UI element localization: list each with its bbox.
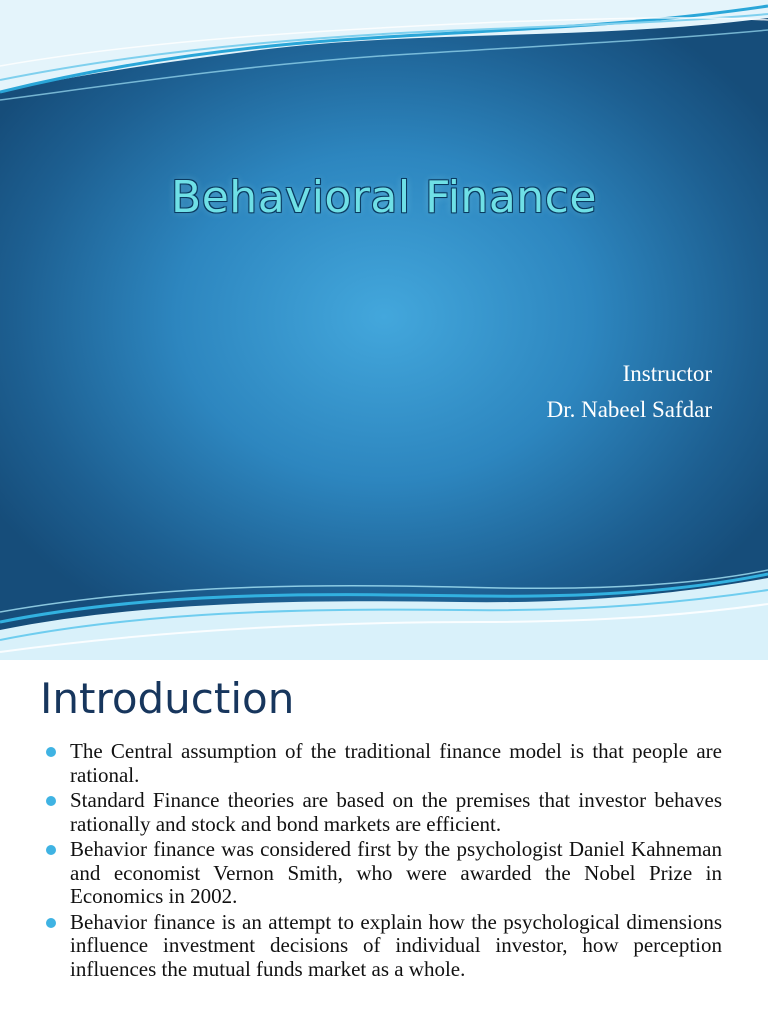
bullet-text: The Central assumption of the traditional finance model is that people are rational. [70, 739, 722, 787]
bullet-text: Behavior finance was considered first by the psychologist Daniel Kahneman and economist Vernon Smith, who were awarded the Nobel Prize in Economics in 2002. [70, 837, 722, 908]
bullet-item [44, 838, 722, 909]
bullet-icon [46, 747, 56, 757]
bullet-icon [46, 918, 56, 928]
bullet-icon [46, 845, 56, 855]
presenter-role: Instructor [622, 361, 712, 386]
bullet-item [44, 789, 722, 836]
presenter-name: Dr. Nabeel Safdar [546, 397, 712, 422]
bullet-list [44, 740, 722, 983]
bullet-text: Standard Finance theories are based on the premises that investor behaves rationally and stock and bond markets are efficient. [70, 788, 722, 836]
slide-title: Behavioral Finance [171, 172, 597, 223]
bullet-text: Behavior finance is an attempt to explain how the psychological dimensions influence investment decisions of individual investor, how perception influences the mutual funds market as a whole. [70, 909, 722, 981]
introduction-slide [0, 660, 768, 1024]
bullet-icon [46, 796, 56, 806]
presenter-block [547, 356, 712, 428]
bullet-item [44, 911, 722, 982]
slide-heading: Introduction [40, 674, 295, 723]
bullet-item [44, 740, 722, 787]
